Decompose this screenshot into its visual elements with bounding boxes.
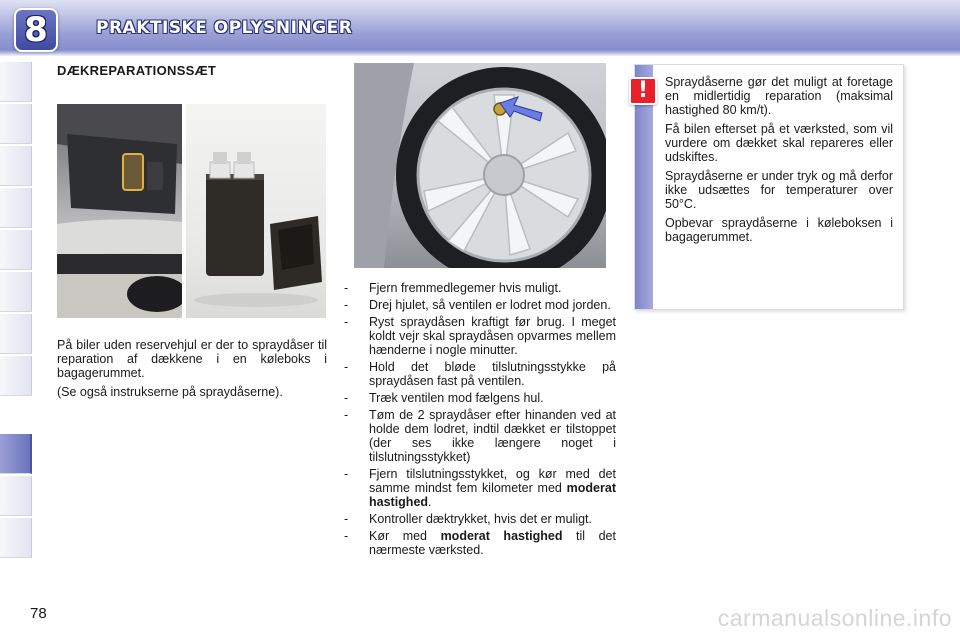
warning-paragraph: Få bilen efterset på et værksted, som vil vurdere om dækket skal repareres eller udskiftes. (665, 122, 893, 164)
list-item: - Hold det bløde tilslutningsstykke på spraydåsen fast på ventilen. (344, 360, 616, 388)
chapter-tab[interactable] (0, 146, 32, 186)
repair-kit-photo (186, 104, 326, 318)
list-item: - Ryst spraydåsen kraftigt før brug. I meget koldt vejr skal spraydåsen opvarmes mellem hænderne i nogle minutter. (344, 315, 616, 357)
chapter-tab[interactable] (0, 62, 32, 102)
reference-note: (Se også instrukserne på spraydåserne). (57, 385, 283, 399)
chapter-tab[interactable] (0, 272, 32, 312)
chapter-tab[interactable] (0, 230, 32, 270)
intro-text (57, 338, 327, 404)
list-item: - Fjern tilslutningsstykket, og kør med det samme mindst fem kilometer med moderat hastighed. (344, 467, 616, 509)
list-item: - Kontroller dæktrykket, hvis det er muligt. (344, 512, 592, 526)
trunk-illustration (57, 104, 182, 318)
warning-paragraph: Spraydåserne gør det muligt at foretage en midlertidig reparation (maksimal hastighed 80 km/t). (665, 75, 893, 117)
wheel-illustration (354, 63, 606, 268)
chapter-badge (14, 8, 58, 52)
emphasis-speed: moderat hastighed (440, 529, 563, 543)
chapter-tab[interactable] (0, 476, 32, 516)
repair-steps-list (344, 281, 616, 560)
warning-box (634, 64, 904, 310)
trunk-photo (57, 104, 182, 318)
page-number: 78 (30, 605, 47, 622)
chapter-tab[interactable] (0, 314, 32, 354)
emphasis-speed: moderat hastighed (369, 481, 616, 509)
list-item: - Tøm de 2 spraydåser efter hinanden ved at holde dem lodret, indtil dækket er tilstoppet (der ses ikke længere noget i tilslutningsstykket) (344, 408, 616, 464)
watermark: carmanualsonline.info (717, 605, 952, 631)
spray-cans-illustration (186, 104, 326, 318)
intro-paragraph: På biler uden reservehjul er der to spraydåser til reparation af dækkene i en køleboks i bagagerummet. (57, 338, 327, 380)
chapter-tab-active[interactable] (0, 434, 32, 474)
wheel-photo (354, 63, 606, 268)
chapter-tab[interactable] (0, 188, 32, 228)
chapter-tab-strip (0, 62, 34, 582)
chapter-tab[interactable] (0, 518, 32, 558)
warning-text (665, 75, 893, 249)
chapter-number: 8 (24, 10, 48, 50)
list-item: - Kør med moderat hastighed til det nærmeste værksted. (344, 529, 616, 557)
chapter-tab[interactable] (0, 356, 32, 396)
list-item: - Drej hjulet, så ventilen er lodret mod jorden. (344, 298, 611, 312)
section-title: DÆKREPARATIONSSÆT (57, 63, 217, 78)
warning-paragraph: Spraydåserne er under tryk og må derfor ikke udsættes for temperaturer over 50°C. (665, 169, 893, 211)
page-header (0, 0, 960, 56)
list-item: - Træk ventilen mod fælgens hul. (344, 391, 544, 405)
chapter-title: PRAKTISKE OPLYSNINGER (96, 18, 353, 38)
list-item: - Fjern fremmedlegemer hvis muligt. (344, 281, 562, 295)
warning-paragraph: Opbevar spraydåserne i køleboksen i bagagerummet. (665, 216, 893, 244)
exclamation-icon: ! (629, 77, 657, 105)
chapter-tab[interactable] (0, 104, 32, 144)
